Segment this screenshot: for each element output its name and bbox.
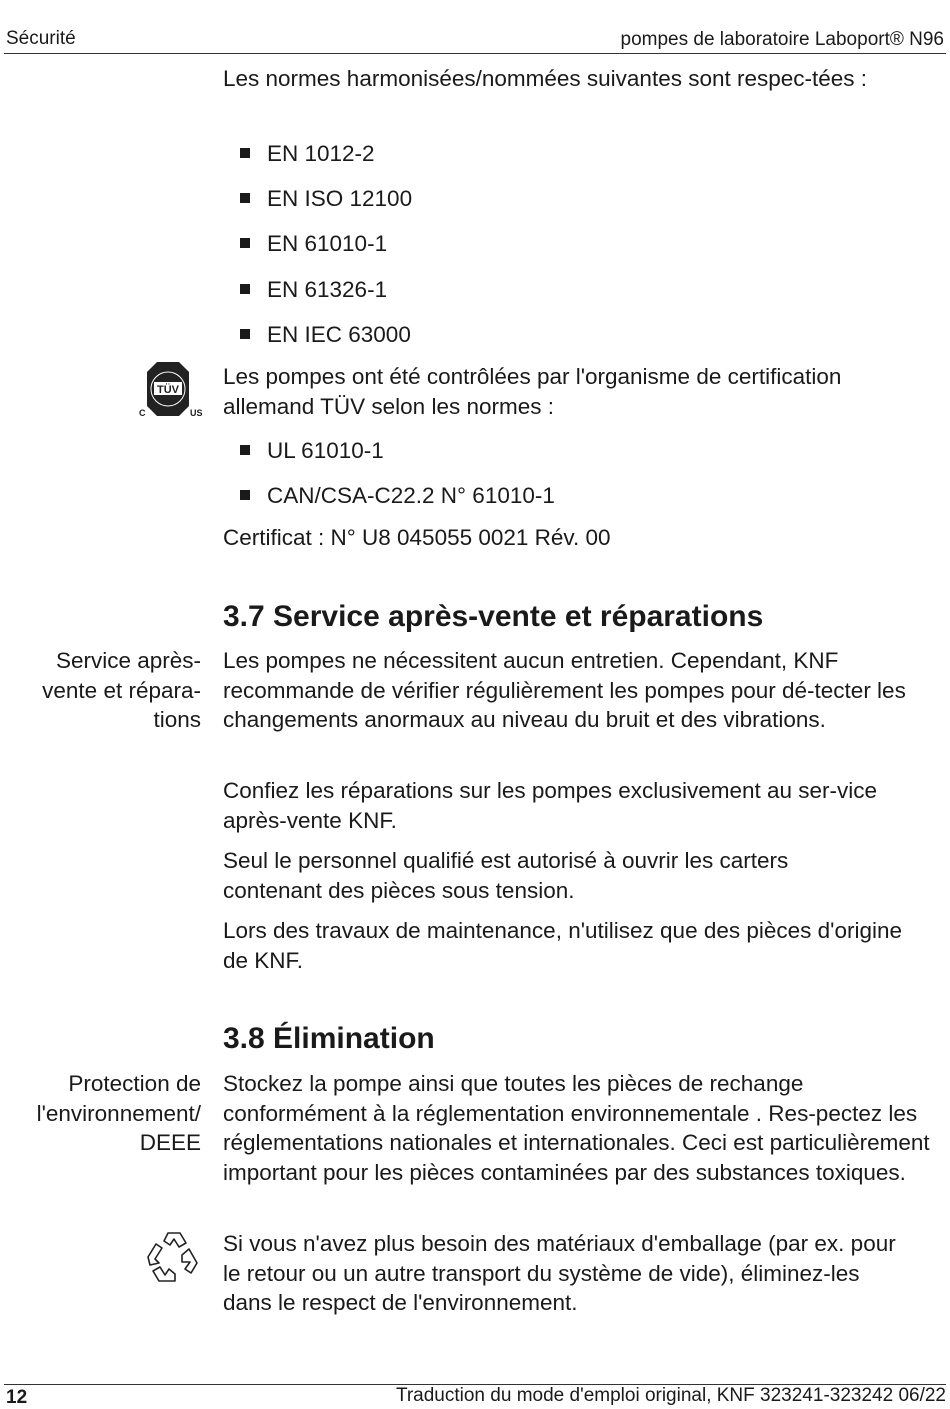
section-3-7-paragraph: Seul le personnel qualifié est autorisé à ouvrir les carters contenant des pièces sous tension. (223, 848, 789, 903)
bullet-square-icon (240, 445, 250, 455)
section-3-8-heading: 3.8 Élimination (223, 1022, 435, 1055)
tuv-item: UL 61010-1 (240, 436, 384, 466)
section-3-7-paragraph: Les pompes ne nécessitent aucun entretien. Cependant, KNF recommande de vérifier régulièrement les pompes pour dé-tecter les changements anormaux au niveau du bruit et des vibrations. (223, 648, 906, 732)
svg-text:C: C (139, 408, 146, 418)
standard-item: EN 61326-1 (240, 275, 387, 305)
section-3-7-paragraph: Lors des travaux de maintenance, n'utilisez que des pièces d'origine de KNF. (223, 918, 902, 973)
standard-item: EN 1012-2 (240, 139, 375, 169)
bullet-square-icon (240, 490, 250, 500)
page-number: 12 (6, 1387, 28, 1408)
bullet-square-icon (240, 284, 250, 294)
section-3-8-paragraph: Si vous n'avez plus besoin des matériaux d'emballage (par ex. pour le retour ou un autre transport du système de vide), éliminez-les dans le respect de l'environnement. (223, 1231, 896, 1315)
bullet-square-icon (240, 329, 250, 339)
bullet-square-icon (240, 238, 250, 248)
section-3-7-heading: 3.7 Service après-vente et réparations (223, 600, 764, 633)
section-3-8-side-label: Protection de l'environnement/ DEEE (36, 1071, 201, 1155)
standard-item: EN IEC 63000 (240, 320, 411, 350)
section-3-7-paragraph: Confiez les réparations sur les pompes exclusivement au ser-vice après-vente KNF. (223, 778, 878, 833)
standard-item: EN ISO 12100 (240, 184, 412, 214)
svg-text:TÜV: TÜV (157, 384, 179, 396)
header-product: pompes de laboratoire Laboport® N96 (620, 29, 944, 50)
tuv-paragraph: Les pompes ont été contrôlées par l'organisme de certification allemand TÜV selon les normes : (223, 364, 842, 419)
footer-doc-reference: Traduction du mode d'emploi original, KNF 323241-323242 06/22 (395, 1385, 946, 1406)
svg-text:US: US (190, 408, 203, 418)
header-divider (4, 53, 946, 54)
bullet-square-icon (240, 193, 250, 203)
certificate-number: Certificat : N° U8 045055 0021 Rév. 00 (223, 525, 611, 550)
standard-item: EN 61010-1 (240, 229, 387, 259)
tuv-item: CAN/CSA-C22.2 N° 61010-1 (240, 481, 555, 511)
recycling-icon (145, 1229, 203, 1285)
section-3-8-paragraph: Stockez la pompe ainsi que toutes les pièces de rechange conformément à la réglementation environnementale . Res-pectez les réglementations nationales et internationales. Ceci est particulièrement important pour les pièces contaminées par des substances toxiques. (223, 1071, 930, 1185)
header-section: Sécurité (6, 28, 76, 49)
bullet-square-icon (240, 148, 250, 158)
tuv-certification-logo-icon (137, 360, 203, 418)
standards-intro: Les normes harmonisées/nommées suivantes sont respec-tées : (223, 66, 868, 91)
section-3-7-side-label: Service après-vente et répara-tions (42, 648, 201, 732)
